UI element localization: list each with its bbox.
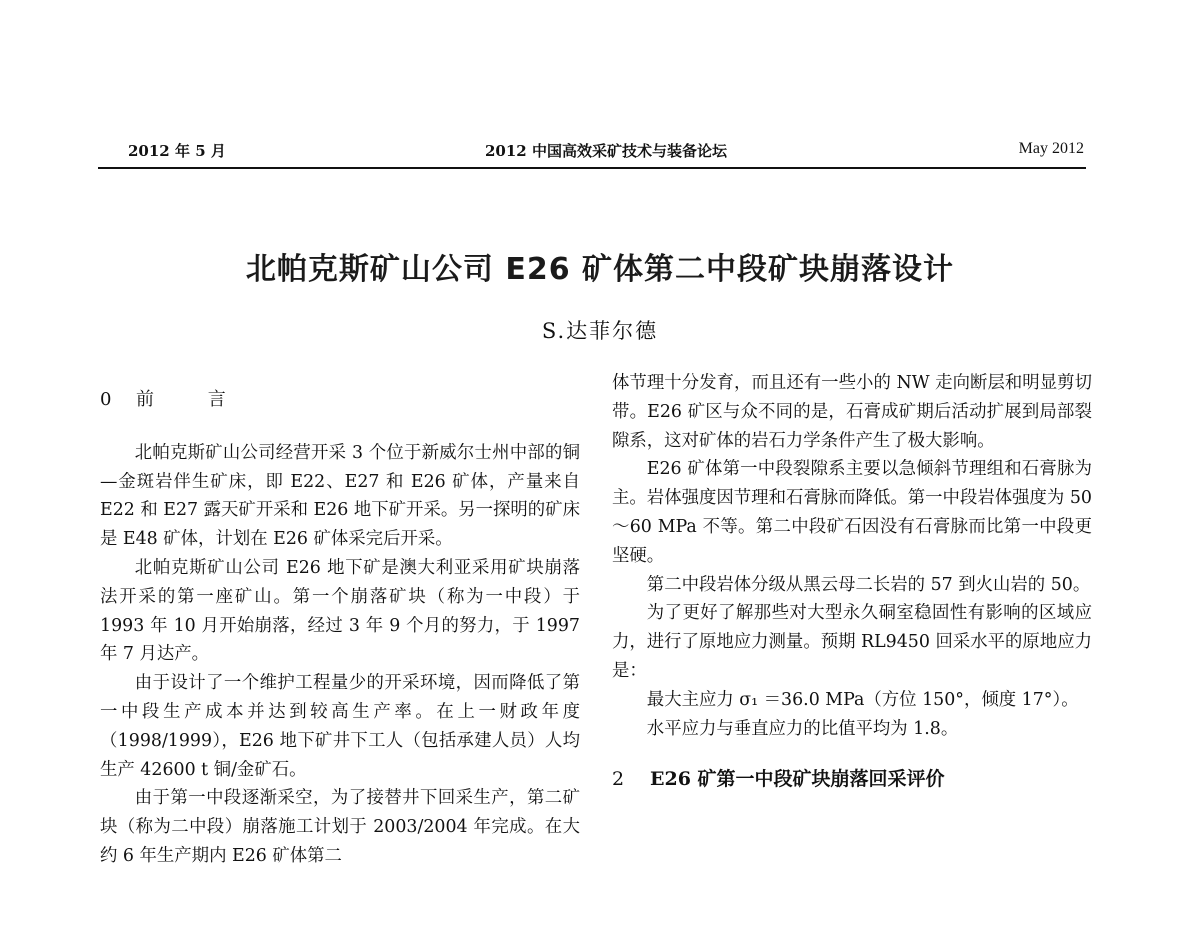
section-title: E26 矿第一中段矿块崩落回采评价 (650, 768, 945, 791)
section-number: 0 (100, 389, 112, 410)
paragraph: 由于设计了一个维护工程量少的开采环境，因而降低了第一中段生产成本并达到较高生产率。在上一财政年度（1998/1999），E26 地下矿井下工人（包括承建人员）人均生产 42600 t 铜/金矿石。 (100, 673, 580, 780)
paragraph: 最大主应力 σ₁ ＝36.0 MPa（方位 150°，倾度 17°）。 (646, 689, 1079, 710)
section-heading-intro (100, 386, 580, 415)
paragraph: 为了更好了解那些对大型永久硐室稳固性有影响的区域应力，进行了原地应力测量。预期 RL9450 回采水平的原地应力是： (612, 603, 1092, 681)
header-date-en: May 2012 (1018, 140, 1084, 157)
paragraph: E26 矿体第一中段裂隙系主要以急倾斜节理组和石膏脉为主。岩体强度因节理和石膏脉而降低。第一中段岩体强度为 50～60 MPa 不等。第二中段矿石因没有石膏脉而比第一中段更坚硬。 (612, 459, 1092, 566)
header-rule (98, 167, 1086, 169)
paragraph: 北帕克斯矿山公司 E26 地下矿是澳大利亚采用矿块崩落法开采的第一座矿山。第一个崩落矿块（称为一中段）于 1993 年 10 月开始崩落，经过 3 年 9 个月的努力，于 1997 年 7 月达产。 (100, 557, 580, 665)
section-heading-evaluation (612, 765, 1092, 794)
article-title: 北帕克斯矿山公司 E26 矿体第二中段矿块崩落设计 (245, 252, 955, 287)
right-column (612, 369, 1092, 794)
section-number: 2 (612, 768, 625, 791)
section-title: 前 言 (136, 389, 250, 410)
paragraph: 第二中段岩体分级从黑云母二长岩的 57 到火山岩的 50。 (646, 574, 1091, 595)
header-journal: 2012 中国高效采矿技术与装备论坛 (485, 142, 727, 160)
article-author: S.达菲尔德 (541, 319, 659, 343)
paragraph: 由于第一中段逐渐采空，为了接替井下回采生产，第二矿块（称为二中段）崩落施工计划于 2003/2004 年完成。在大约 6 年生产期内 E26 矿体第二 (100, 788, 580, 866)
paragraph-continuation: 体节理十分发育，而且还有一些小的 NW 走向断层和明显剪切带。E26 矿区与众不同的是，石膏成矿期后活动扩展到局部裂隙系，这对矿体的岩石力学条件产生了极大影响。 (612, 373, 1092, 451)
paragraph: 北帕克斯矿山公司经营开采 3 个位于新威尔士州中部的铜—金斑岩伴生矿床，即 E22、E27 和 E26 矿体，产量来自 E22 和 E27 露天矿开采和 E26 地下矿开采。另一探明的矿床是 E48 矿体，计划在 E26 矿体采完后开采。 (100, 442, 580, 550)
header-date-cn: 2012 年 5 月 (128, 142, 226, 160)
paragraph: 水平应力与垂直应力的比值平均为 1.8。 (646, 718, 959, 739)
running-header (128, 140, 1084, 166)
left-column (100, 386, 580, 871)
